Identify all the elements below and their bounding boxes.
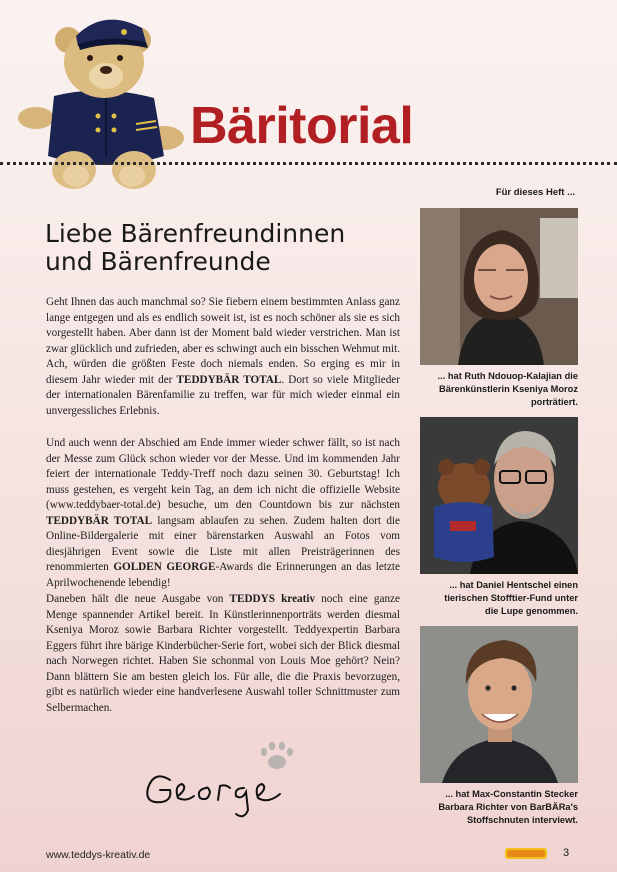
emphasis-teddys-kreativ: TEDDYS kreativ bbox=[229, 593, 316, 605]
emphasis-teddybaer-total: TEDDYBÄR TOTAL bbox=[46, 514, 153, 527]
portrait-woman-photo bbox=[420, 208, 578, 365]
article-paragraph-3 bbox=[46, 592, 400, 716]
contributor-caption-2 bbox=[408, 579, 578, 618]
paw-print-icon bbox=[261, 742, 293, 769]
teddys-logo-icon bbox=[505, 847, 547, 860]
paragraph-text: noch eine ganze Menge spannender Artikel bereit. In Künstlerinnenporträts werden diesmal Kseniya Moroz sowie Barbara Richter vorgestellt. Teddyexpertin Barbara Eggers führt ihre bärige Kinderbücher-Serie fort, wobei sich der Blick diesmal nach Norwegen richtet. Haben Sie schonmal von Louis Moe gehört? Nein? Dann blättern Sie am besten gleich los. Für alle, die die Praxis bevorzugen, gibt es natürlich wieder eine handverlesene Auswahl toller Schnittmuster zum Selbermachen. bbox=[46, 593, 400, 714]
paragraph-text: Geht Ihnen das auch manchmal so? Sie fiebern einem bestimmten Anlass ganz lange entgegen und als es endlich soweit ist, ist es noch schöner als sie es sich vorgestellt haben. Aber dann ist der Moment bald wieder verstrichen. Man ist zwar glücklich und zufrieden, aber es schwingt auch ein bisschen Wehmut mit. Ach, würden die größten Feste doch niemals enden. So erging es mir in diesem Jahr wieder mit der bbox=[46, 296, 400, 386]
portrait-young-man-photo bbox=[420, 626, 578, 783]
caption-line: Bärenkünstlerin Kseniya Moroz bbox=[439, 384, 578, 394]
sidebar-kicker: Für dieses Heft ... bbox=[495, 187, 575, 198]
caption-line: die Lupe genommen. bbox=[485, 606, 578, 616]
paragraph-text: Und auch wenn der Abschied am Ende immer wieder schwer fällt, so ist nach der Messe zum Glück schon wieder vor der Messe. Und im kommenden Jahr feiert der internationale Teddy-Treff noch dazu seinen 30. Geburtstag! Ich muss gestehen, es vergeht kein Tag, an dem ich nicht die offizielle Website (www.teddybaer-total.de) besuche, um den Countdown bis zur nächsten bbox=[46, 437, 400, 511]
caption-line: ... hat Daniel Hentschel einen bbox=[449, 580, 578, 590]
signature bbox=[140, 740, 310, 820]
caption-line: Barbara Richter von BarBÄRa's bbox=[438, 802, 578, 812]
page-number: 3 bbox=[563, 847, 570, 859]
contributor-caption-3 bbox=[408, 788, 578, 827]
paragraph-text: langsam ablaufen zu sehen. Zudem halten dort die Online-Bildergalerie mit einer bärenstarken Auswahl an Fotos vom diesjährigen Event sowie die Liste mit allen Preisträgerinnen des renommierten bbox=[46, 514, 400, 573]
emphasis-golden-george: GOLDEN GEORGE bbox=[113, 561, 216, 573]
caption-line: Stoffschnuten interviewt. bbox=[466, 815, 578, 825]
caption-line: ... hat Ruth Ndouop-Kalajian die bbox=[437, 371, 578, 381]
header-divider bbox=[0, 162, 617, 165]
paragraph-text: Daneben hält die neue Ausgabe von bbox=[46, 593, 230, 605]
caption-line: ... hat Max-Constantin Stecker bbox=[445, 789, 578, 799]
article-paragraph-1 bbox=[46, 295, 400, 419]
caption-line: tierischen Stofftier-Fund unter bbox=[444, 593, 578, 603]
article-heading bbox=[45, 220, 405, 276]
article-paragraph-2 bbox=[46, 436, 400, 591]
page-title: Bäritorial bbox=[190, 97, 414, 155]
paragraph-text: . Dort so viele Mitglieder der internationalen Bärenfamilie zu treffen, war für mich wieder einmal ein unvergessliches Erlebnis. bbox=[46, 373, 400, 417]
contributor-caption-1 bbox=[408, 370, 578, 409]
portrait-man-with-teddy-photo bbox=[420, 417, 578, 574]
emphasis-teddybaer-total: TEDDYBÄR TOTAL bbox=[176, 373, 282, 386]
footer-url-link[interactable]: www.teddys-kreativ.de bbox=[46, 849, 151, 861]
article-heading-line-2: und Bärenfreunde bbox=[45, 247, 271, 276]
caption-line: porträtiert. bbox=[530, 397, 578, 407]
article-heading-line-1: Liebe Bärenfreundinnen bbox=[45, 219, 346, 248]
paragraph-text: -Awards die Erinnerungen an das letzte Aprilwochenende lebendig! bbox=[46, 561, 400, 589]
